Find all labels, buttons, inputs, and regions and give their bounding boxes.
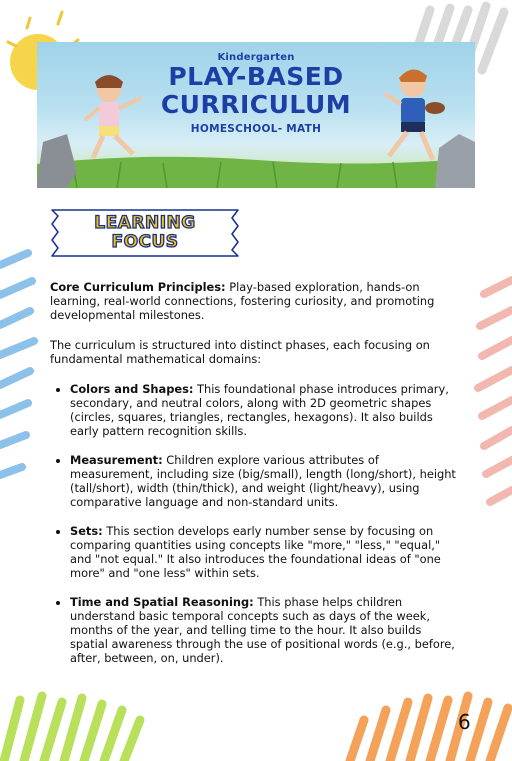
section-heading-line2: FOCUS: [111, 232, 179, 252]
structure-paragraph: The curriculum is structured into distinct phases, each focusing on fundamental mathematical domains:: [50, 338, 430, 366]
phase-label: Colors and Shapes:: [70, 382, 194, 396]
phase-text: This phase helps children understand basic temporal concepts such as days of the week, months of the year, and telling time to the hour. It also builds spatial awareness through the use of positional words (e.g., before, after, between, on, under).: [70, 595, 455, 665]
phase-measurement: [70, 453, 460, 509]
principles-text: Play-based exploration, hands-on learning, real-world connections, fostering curiosity, and promoting developmental milestones.: [50, 280, 435, 322]
phase-time-spatial: [70, 595, 460, 665]
section-heading: [50, 208, 240, 258]
principles-paragraph: [50, 280, 460, 322]
curriculum-banner: [37, 42, 475, 188]
blue-brush-decoration: [0, 245, 40, 515]
phase-colors-shapes: [70, 382, 460, 438]
phase-label: Sets:: [70, 524, 103, 538]
content-body: [50, 280, 460, 680]
banner-subtitle: HOMESCHOOL- MATH: [190, 123, 322, 135]
phases-list: [50, 382, 460, 665]
section-heading-line1: LEARNING: [94, 213, 196, 233]
orange-brush-decoration: [330, 690, 512, 761]
phase-text: Children explore various attributes of measurement, including size (big/small), length (long/short), height (tall/short), width (thin/thick), and weight (light/heavy), using comparative language and non-standard units.: [70, 453, 456, 509]
phase-label: Measurement:: [70, 453, 163, 467]
page-number: 6: [458, 710, 471, 734]
phase-text: This foundational phase introduces primary, secondary, and neutral colors, along with 2D geometric shapes (circles, squares, triangles, rectangles, hexagons). It also builds early pattern recognition skills.: [70, 382, 449, 438]
phase-text: This section develops early number sense by focusing on comparing quantities using concepts like "more," "less," "equal," and "not equal." It also introduces the foundational ideas of "one more" and "one less" within sets.: [70, 524, 441, 580]
principles-label: Core Curriculum Principles:: [50, 280, 226, 294]
phase-sets: [70, 524, 460, 580]
pink-brush-decoration: [472, 270, 512, 520]
banner-title-line2: CURRICULUM: [160, 90, 352, 119]
phase-label: Time and Spatial Reasoning:: [70, 595, 254, 609]
banner-title-line1: PLAY-BASED: [168, 62, 344, 91]
banner-kicker: Kindergarten: [217, 52, 295, 63]
green-brush-decoration: [0, 690, 170, 761]
